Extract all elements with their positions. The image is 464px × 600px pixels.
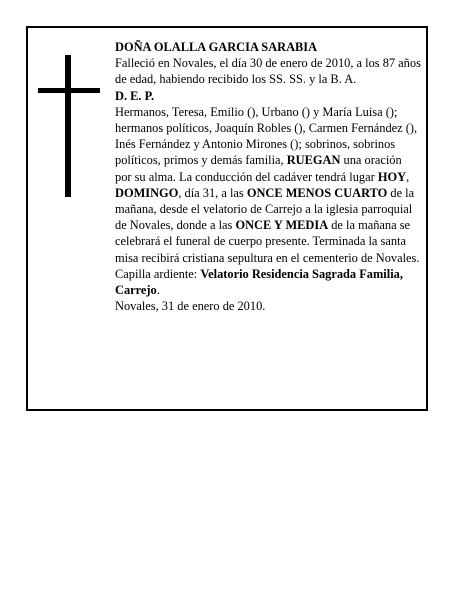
- dateline: Novales, 31 de enero de 2010.: [115, 299, 266, 314]
- family-paragraph: Hermanos, Teresa, Emilio (), Urbano () y María Luisa (); hermanos políticos, Joaquín Robles (), Carmen Fernández (), Inés Fernández y Antonio Mirones (); sobrinos, sobrinos políticos, primos y demás familia, RUEGAN una oración por su alma. La conducción del cadáver tendrá lugar HOY, DOMINGO, día 31, a las ONCE MENOS CUARTO de la mañana, desde el velatorio de Carrejo a la iglesia parroquial de Novales, donde a las ONCE Y MEDIA de la mañana se celebrará el funeral de cuerpo presente. Terminada la santa misa recibirá cristiana sepultura en el cementerio de Novales. Capilla ardiente: Velatorio Residencia Sagrada Familia, Carrejo.: [115, 104, 420, 298]
- once-y-media: ONCE Y MEDIA: [235, 218, 329, 233]
- domingo-word: DOMINGO: [115, 185, 179, 200]
- hoy-word: HOY: [377, 169, 407, 184]
- obituary-notice: [26, 26, 428, 411]
- ruegan-word: RUEGAN: [286, 153, 341, 168]
- dep-line: D. E. P.: [115, 88, 155, 103]
- cross-horizontal-bar: [38, 88, 100, 93]
- once-menos-cuarto: ONCE MENOS CUARTO: [246, 185, 388, 200]
- velatorio-location: Velatorio Residencia Sagrada Familia, Carrejo: [115, 266, 403, 298]
- deceased-name: DOÑA OLALLA GARCIA SARABIA: [115, 40, 318, 54]
- cross-icon: [38, 55, 100, 197]
- cross-vertical-bar: [65, 55, 71, 197]
- notice-text: [115, 39, 421, 314]
- death-announcement: Falleció en Novales, el día 30 de enero de 2010, a los 87 años de edad, habiendo recibido los SS. SS. y la B. A.: [115, 56, 421, 87]
